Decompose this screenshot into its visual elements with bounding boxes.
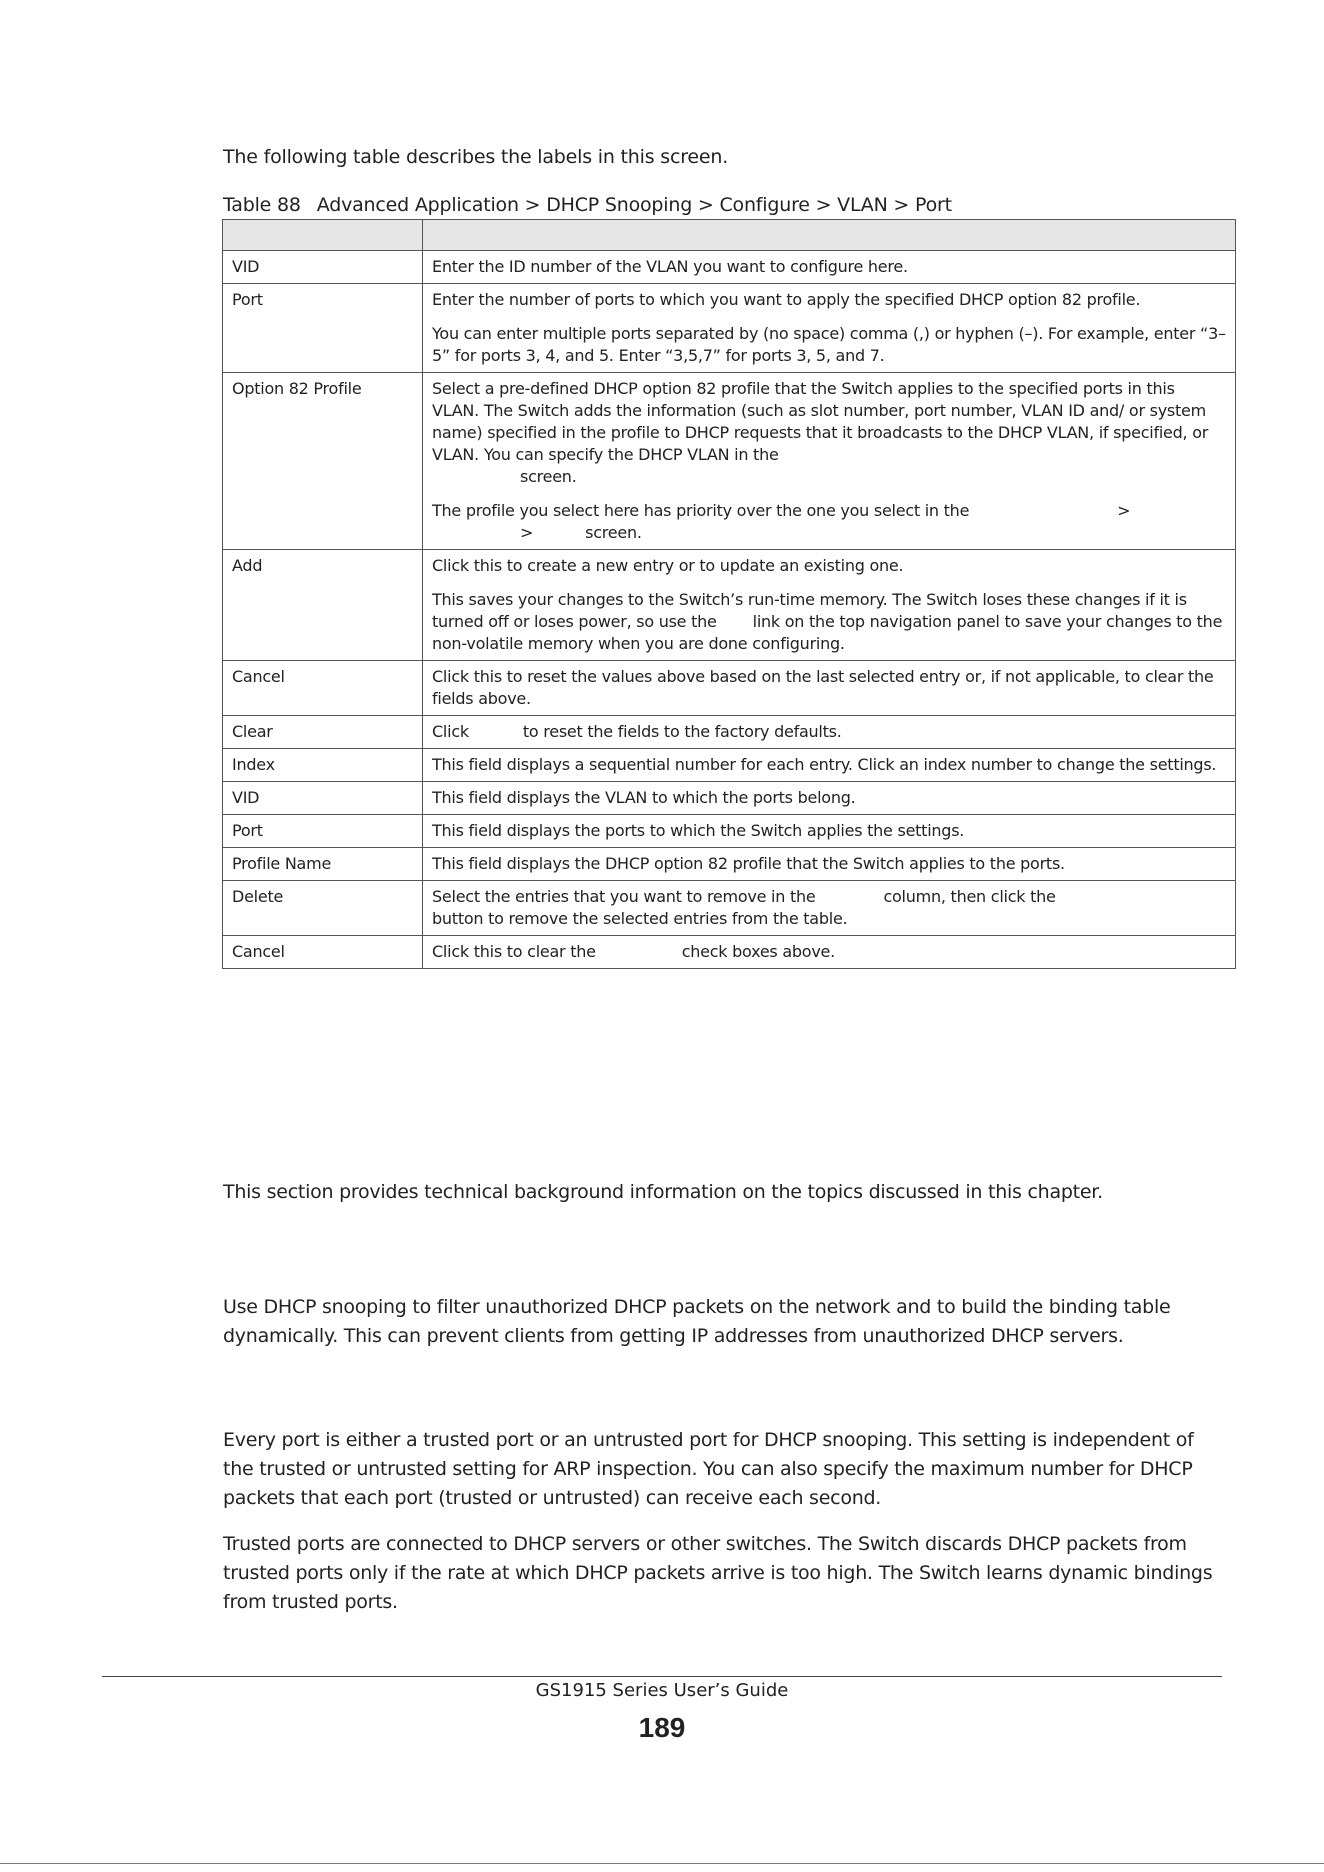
row-label: Index bbox=[223, 749, 423, 782]
row-label: Cancel bbox=[223, 661, 423, 716]
row-description: Enter the number of ports to which you want to apply the specified DHCP option 82 profile. You can enter multiple ports separated by (no space) comma (,) or hyphen (–). For example, enter “3–5” for ports 3, 4, and 5. Enter “3,5,7” for ports 3, 5, and 7. bbox=[423, 284, 1236, 373]
row-label: Add bbox=[223, 550, 423, 661]
row-label: VID bbox=[223, 251, 423, 284]
table-row bbox=[223, 373, 1236, 550]
page-number: 189 bbox=[638, 1712, 686, 1743]
footer-divider bbox=[102, 1676, 1222, 1677]
table-row bbox=[223, 251, 1236, 284]
table-row bbox=[223, 815, 1236, 848]
row-description: Select the entries that you want to remove in the column, then click the button to remove the selected entries from the table. bbox=[423, 881, 1236, 936]
table-row bbox=[223, 936, 1236, 969]
row-description: This field displays the ports to which the Switch applies the settings. bbox=[423, 815, 1236, 848]
row-label: Delete bbox=[223, 881, 423, 936]
table-row bbox=[223, 550, 1236, 661]
table-row bbox=[223, 848, 1236, 881]
row-label: Cancel bbox=[223, 936, 423, 969]
section-paragraph: Every port is either a trusted port or an untrusted port for DHCP snooping. This setting is independent of the trusted or untrusted setting for ARP inspection. You can also specify the maximum number for DHCP packets that each port (trusted or untrusted) can receive each second. bbox=[223, 1429, 1194, 1509]
table-row bbox=[223, 716, 1236, 749]
section-paragraph: Use DHCP snooping to filter unauthorized DHCP packets on the network and to build the binding table dynamically. This can prevent clients from getting IP addresses from unauthorized DHCP servers. bbox=[223, 1296, 1171, 1347]
row-label: Port bbox=[223, 815, 423, 848]
row-description: Click this to reset the values above based on the last selected entry or, if not applicable, to clear the fields above. bbox=[423, 661, 1236, 716]
row-description: Click this to clear the check boxes above. bbox=[423, 936, 1236, 969]
table-caption bbox=[223, 194, 952, 216]
row-label: Clear bbox=[223, 716, 423, 749]
labels-table bbox=[222, 219, 1236, 969]
table-header-row bbox=[223, 220, 1236, 251]
intro-text: The following table describes the labels in this screen. bbox=[223, 146, 729, 168]
row-label: VID bbox=[223, 782, 423, 815]
table-row bbox=[223, 284, 1236, 373]
row-description: Click this to create a new entry or to update an existing one. This saves your changes to the Switch’s run-time memory. The Switch loses these changes if it is turned off or loses power, so use the link on the top navigation panel to save your changes to the non-volatile memory when you are done configuring. bbox=[423, 550, 1236, 661]
row-description: This field displays the VLAN to which the ports belong. bbox=[423, 782, 1236, 815]
row-description: Click to reset the fields to the factory defaults. bbox=[423, 716, 1236, 749]
section-paragraph: This section provides technical background information on the topics discussed in this chapter. bbox=[223, 1181, 1103, 1203]
table-row bbox=[223, 661, 1236, 716]
row-description: This field displays the DHCP option 82 profile that the Switch applies to the ports. bbox=[423, 848, 1236, 881]
bottom-edge-line bbox=[0, 1863, 1324, 1864]
header-label bbox=[223, 220, 423, 251]
row-description: This field displays a sequential number for each entry. Click an index number to change the settings. bbox=[423, 749, 1236, 782]
table-row bbox=[223, 782, 1236, 815]
row-description: Select a pre-defined DHCP option 82 profile that the Switch applies to the specified ports in this VLAN. The Switch adds the information (such as slot number, port number, VLAN ID and/ or system name) specified in the profile to DHCP requests that it broadcasts to the DHCP VLAN, if specified, or VLAN. You can specify the DHCP VLAN in the screen. The profile you select here has priority over the one you select in the > > screen. bbox=[423, 373, 1236, 550]
table-title: Advanced Application > DHCP Snooping > Configure > VLAN > Port bbox=[316, 194, 952, 216]
row-label: Port bbox=[223, 284, 423, 373]
section-paragraph: Trusted ports are connected to DHCP servers or other switches. The Switch discards DHCP packets from trusted ports only if the rate at which DHCP packets arrive is too high. The Switch learns dynamic bindings from trusted ports. bbox=[223, 1533, 1213, 1613]
footer-title: GS1915 Series User’s Guide bbox=[535, 1680, 789, 1701]
row-label: Profile Name bbox=[223, 848, 423, 881]
table-row bbox=[223, 881, 1236, 936]
header-description bbox=[423, 220, 1236, 251]
table-row bbox=[223, 749, 1236, 782]
row-description: Enter the ID number of the VLAN you want to configure here. bbox=[423, 251, 1236, 284]
table-number: Table 88 bbox=[223, 194, 301, 216]
row-label: Option 82 Profile bbox=[223, 373, 423, 550]
